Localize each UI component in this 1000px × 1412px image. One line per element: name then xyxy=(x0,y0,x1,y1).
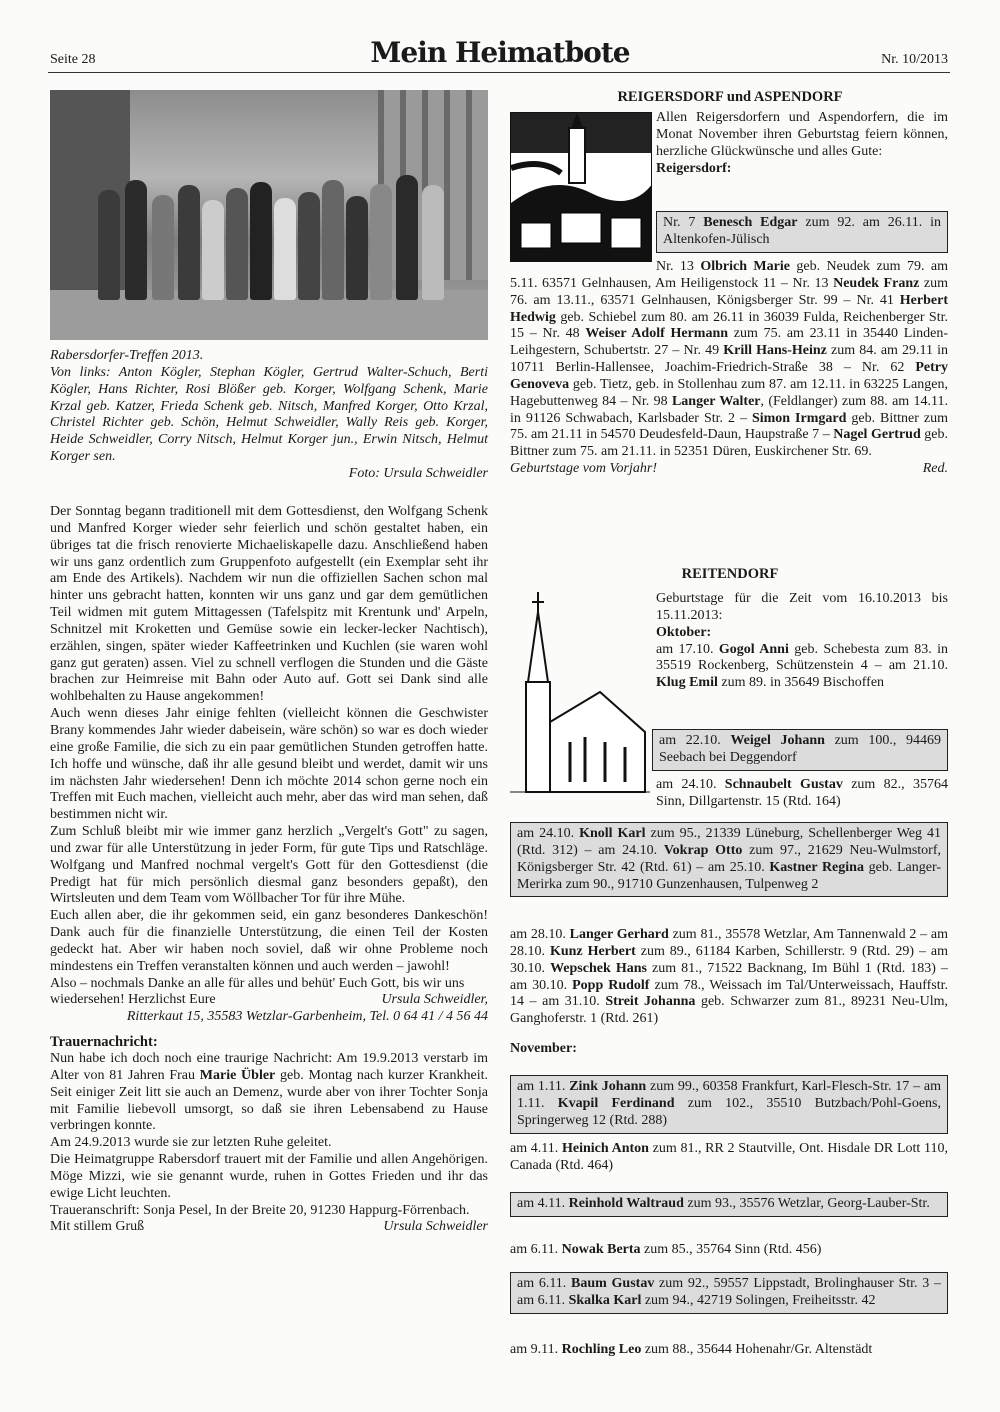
reigersdorf-list xyxy=(510,259,948,478)
person-name: Popp Rudolf xyxy=(572,977,650,993)
article-paragraph: Der Sonntag begann traditionell mit dem Gottesdienst, den Wolfgang Schenk und Manfred Korger wieder sehr feierlich und schön gestaltet haben, ein übriges tat die frisch renovierte Michaeliskapelle dazu. Anschließend haben wir uns ganz ordentlich zum Gruppenfoto aufgestellt (ein Exemplar seht ihr am Ende des Artikels). Nachdem wir nun die offiziellen Sachen schon mal hinter uns gebracht hatten, konnten wir uns ganz und gar dem gemütlichen Teil widmen mit gutem Mittagessen (Tafelspitz mit Krentunk und' Arpeln, Schnitzel mit Kroketten und Gemüse sowie ein lecker-lecker Nachtisch), erzählen, singen, später wieder Kaffeetrinken und Kuchlen (sie waren wohl ganz gut geraten) assen. Viel zu schnell verflogen die Stunden und die Gäste brachen zur Heimreise mit Bahn oder Auto auf. Gott sei Dank sind alle wohlbehalten zu Hause angekommen! xyxy=(50,504,488,705)
entry-text: zum 93., 35576 Wetzlar, Georg-Lauber-Str. xyxy=(683,1196,930,1211)
village-church-drawing xyxy=(510,112,652,262)
article-paragraph: Auch wenn dieses Jahr einige fehlten (vielleicht können die Geschwister Brany kommendes Jahr wieder dabeisein, wäre schön) so war es doch wieder eine große Familie, die sich zu ein paar gemütlichen Stunden getroffen hatte. Ich hoffe und wünsche, daß ihr alle gesund bleibt und werdet, damit wir uns im nächsten Jahr wiedersehen! Denn ich möchte 2014 schon gerne noch ein Treffen mit Euch machen, vielleicht auch mehr, aber das wird man sehen, daß bestimmen nicht wir. xyxy=(50,706,488,823)
person-name: Petry Genoveva xyxy=(510,360,948,392)
photo-caption xyxy=(50,348,488,483)
article-body xyxy=(50,504,488,1236)
obituary-heading: Trauernachricht: xyxy=(50,1034,158,1051)
person-name: Weigel Johann xyxy=(730,733,825,748)
group-photo xyxy=(50,90,488,340)
reitendorf-intro xyxy=(656,591,948,692)
birthday-entry xyxy=(656,777,948,811)
obituary-paragraph: Die Heimatgruppe Rabersdorf trauert mit der Familie und allen Angehörigen. Möge Mizzi, wie sie genannt wurde, ruhen in Gottes Frieden und ihr das ewige Licht leuchten. xyxy=(50,1152,488,1201)
photo-credit: Foto: Ursula Schweidler xyxy=(348,465,488,481)
section-heading-reigersdorf: REIGERSDORF und ASPENDORF xyxy=(617,89,843,105)
person-name: Langer Walter xyxy=(671,393,761,409)
entry-text: Nr. 7 xyxy=(663,215,704,230)
masthead-logo: Mein Heimatbote xyxy=(370,36,630,69)
person-name: Gogol Anni xyxy=(718,641,789,657)
entry-text: zum 92., 59557 Lippstadt, Brolinghauser Str. 3 – am 6.11. xyxy=(517,1276,941,1308)
note: Geburtstage vom Vorjahr! xyxy=(510,461,657,477)
obituary-paragraph: Traueranschrift: Sonja Pesel, In der Breite 20, 91230 Happurg-Förrenbach. xyxy=(50,1202,470,1218)
person-name: Knoll Karl xyxy=(579,826,646,841)
person-name: Zink Johann xyxy=(569,1079,647,1094)
obituary-closing: Mit stillem Gruß xyxy=(50,1219,145,1235)
entry-text: geb. Bittner zum 75. am 21.11 in 54570 Deudesfeld-Daun, Haupstraße 7 – xyxy=(510,410,949,443)
obituary-signature: Ursula Schweidler xyxy=(383,1219,488,1235)
entry-text: geb. Schwarzer zum 81., 89231 Neu-Ulm, Ganghoferstr. 1 (Rtd. 261) xyxy=(510,994,948,1027)
entry-text: zum 89., 61184 Karben, Schillerstr. 9 (Rtd. 29) – am 30.10. xyxy=(510,943,948,976)
entry-text: zum 78., Weissach im Tal/Unterweissach, Hauffstr. 14 – am 31.10. xyxy=(510,977,948,1010)
person-name: Krill Hans-Heinz xyxy=(723,343,827,359)
birthday-entry xyxy=(510,1141,948,1175)
person-name: Heinich Anton xyxy=(562,1141,649,1156)
person-name: Nagel Gertrud xyxy=(833,427,921,443)
entry-text: geb. Langer-Merirka zum 90., 91710 Gunzenhausen, Tulpenweg 2 xyxy=(517,859,941,892)
person-name: Langer Gerhard xyxy=(569,927,669,942)
author-name: Ursula Schweidler, xyxy=(381,992,488,1008)
person-name: Kastner Regina xyxy=(769,859,864,875)
church-drawing xyxy=(510,592,650,797)
highlight-box xyxy=(510,1075,948,1134)
person-name: Neudek Franz xyxy=(833,275,920,291)
entry-text: , (Feldlanger) zum 88. am 14.11. in 91126 Schwabach, Karlsbader Str. 2 – xyxy=(510,393,948,426)
person-name: Reinhold Waltraud xyxy=(568,1196,684,1211)
entry-text: geb. Tietz, geb. in Stollenhau zum 87. am 12.11. in 63225 Langen, Hagebuttenweg 84 – Nr. 98 xyxy=(510,376,948,409)
entry-text: am 24.10. xyxy=(517,826,580,841)
person-name: Marie Übler xyxy=(199,1067,276,1083)
entry-text: zum 95., 21339 Lüneburg, Schellenberger Weg 41 (Rtd. 312) – am 24.10. xyxy=(517,826,941,858)
birthday-entry xyxy=(510,927,948,1028)
caption-title: Rabersdorfer-Treffen 2013. xyxy=(50,348,204,363)
entry-text: am 17.10. xyxy=(656,641,719,657)
entry-text: zum 89. in 35649 Bischoffen xyxy=(717,675,885,691)
person-name: Baum Gustav xyxy=(571,1276,655,1291)
entry-text: zum 81., RR 2 Stautville, Ont. Hisdale DR Lott 110, Canada (Rtd. 464) xyxy=(510,1141,948,1173)
entry-text: am 1.11. xyxy=(517,1079,570,1094)
highlight-box xyxy=(510,1192,948,1217)
entry-text: am 28.10. xyxy=(510,927,570,942)
person-name: Rochling Leo xyxy=(561,1342,642,1357)
birthday-list xyxy=(510,259,948,461)
section-heading-reitendorf: REITENDORF xyxy=(681,566,779,582)
person-name: Kunz Herbert xyxy=(549,943,636,959)
header-rule xyxy=(48,72,950,73)
person-name: Vokrap Otto xyxy=(663,842,743,858)
entry-text: geb. Bittner zum 75. am 21.11. in 52351 Düren, Euskirchener Str. 69. xyxy=(510,427,948,460)
person-name: Skalka Karl xyxy=(568,1292,642,1308)
entry-text: am 22.10. xyxy=(659,733,731,748)
entry-text: zum 99., 60358 Frankfurt, Karl-Flesch-Str. 17 – am 1.11. xyxy=(517,1079,941,1111)
birthday-entry xyxy=(510,1342,948,1359)
highlight-box xyxy=(510,822,948,897)
subheading-oktober: Oktober: xyxy=(656,624,712,640)
person-name: Herbert Hedwig xyxy=(510,292,948,325)
person-name: Weiser Adolf Hermann xyxy=(585,326,729,342)
person-name: Streit Johanna xyxy=(605,994,696,1010)
entry-text: zum 82., 35764 Sinn, Dillgartenstr. 15 (Rtd. 164) xyxy=(656,777,948,809)
entry-text: am 6.11. xyxy=(510,1242,562,1257)
entry-text: zum 85., 35764 Sinn (Rtd. 456) xyxy=(640,1242,822,1257)
obituary-paragraph: Am 24.9.2013 wurde sie zur letzten Ruhe geleitet. xyxy=(50,1135,332,1151)
entry-text: zum 75. am 23.11 in 35440 Linden-Leihgestern, Schubertstr. 27 – Nr. 49 xyxy=(510,326,949,359)
entry-text: am 24.10. xyxy=(656,777,725,792)
entry-text: zum 81., 35578 Wetzlar, Am Tannenwald 2 – am 28.10. xyxy=(510,927,948,959)
caption-names: Von links: Anton Kögler, Stephan Kögler, Gertrud Walter-Schuch, Berti Kögler, Hans Richter, Rosi Blößer geb. Korger, Wolfgang Schenk, Marie Krzal geb. Katzer, Frieda Schenk geb. Nitsch, Manfred Korger, Otto Krzal, Christel Richter geb. Schön, Helmut Schweidler, Wally Reis geb. Korger, Heide Schweidler, Corry Nitsch, Helmut Korger jun., Erwin Nitsch, Helmut Korger sen. xyxy=(50,364,488,465)
entry-text: zum 76. am 13.11., 63571 Gelnhausen, Königsberger Str. 99 – Nr. 41 xyxy=(510,275,948,308)
page-number: Seite 28 xyxy=(50,52,96,67)
entry-text: zum 92. am 26.11. in Altenkofen-Jülisch xyxy=(663,215,942,247)
entry-text: zum 100., 94469 Seebach bei Deggendorf xyxy=(659,733,942,765)
obituary-paragraph xyxy=(50,1051,488,1135)
entry-text: am 4.11. xyxy=(510,1141,562,1156)
entry-text: zum 81., 71522 Backnang, Im Bühl 1 (Rtd. 183) – am 30.10. xyxy=(510,960,949,993)
entry-text: zum 102., 35510 Butzbach/Pohl-Goens, Springerweg 12 (Rtd. 288) xyxy=(517,1095,941,1128)
entry-text: am 4.11. xyxy=(517,1196,569,1211)
closing-text: Also – nochmals Danke an alle für alles und behüt' Euch Gott, bis wir uns wiedersehen! Herzlichst Eure xyxy=(50,975,465,1008)
person-name: Simon Irmgard xyxy=(751,410,847,426)
birthday-entry xyxy=(656,642,948,693)
entry-text: zum 84. am 29.11 in 10711 Berlin-Hallensee, Joachim-Friedrich-Straße 38 – Nr. 62 xyxy=(510,343,949,376)
issue-number: Nr. 10/2013 xyxy=(881,52,948,67)
author-address: Ritterkaut 15, 35583 Wetzlar-Garbenheim, Tel. 0 64 41 / 4 56 44 xyxy=(126,1009,488,1025)
entry-text: zum 94., 42719 Solingen, Freiheitsstr. 42 xyxy=(641,1292,876,1308)
entry-text: geb. Neudek zum 79. am 5.11. 63571 Gelnhausen, Am Heiligenstock 11 – Nr. 13 xyxy=(510,259,949,291)
entry-text: Nun habe ich doch noch eine traurige Nachricht: Am 19.9.2013 verstarb im Alter von 81 Jahren Frau xyxy=(50,1051,488,1083)
person-name: Wepschek Hans xyxy=(550,960,647,976)
entry-text: geb. Schiebel zum 80. am 26.11 in 36039 Fulda, Reichenberger Str. 15 – Nr. 48 xyxy=(510,309,948,342)
entry-text: am 9.11. xyxy=(510,1342,562,1357)
article-paragraph xyxy=(50,976,488,1010)
person-name: Benesch Edgar xyxy=(703,215,798,230)
editor-mark: Red. xyxy=(922,461,948,477)
entry-text: am 6.11. xyxy=(517,1276,572,1291)
birthday-entry xyxy=(510,1242,948,1259)
person-name: Klug Emil xyxy=(656,675,718,691)
subheading-november: November: xyxy=(510,1041,577,1056)
entry-text: Nr. 13 xyxy=(656,259,701,274)
intro-text: Geburtstage für die Zeit vom 16.10.2013 bis 15.11.2013: xyxy=(656,591,948,623)
entry-text: geb. Schebesta zum 83. in 35519 Rockenberg, Schützenstein 4 – am 21.10. xyxy=(656,641,948,674)
person-name: Schnaubelt Gustav xyxy=(724,777,843,792)
entry-text: zum 97., 21629 Neu-Wulmstorf, Königsberger Str. 42 (Rtd. 61) – am 25.10. xyxy=(517,842,942,875)
person-name: Kvapil Ferdinand xyxy=(557,1095,675,1111)
subheading-reigersdorf: Reigersdorf: xyxy=(656,160,732,176)
person-name: Nowak Berta xyxy=(561,1242,641,1257)
article-paragraph: Zum Schluß bleibt mir wie immer ganz herzlich „Vergelt's Gott" zu sagen, und zwar für alle Unterstützung in jeder Form, für gute Tips und Ratschläge. Wolfgang und Manfred nochmal vergelt's Gott für den Gottesdienst (die Predigt hat für mich persönlich diesmal ganz besonders gepaßt), den Wirtsleuten und dem Team vom Wöllbacher Tor für ihre Mühe. xyxy=(50,824,488,907)
highlight-box xyxy=(656,211,948,253)
entry-text: zum 88., 35644 Hohenahr/Gr. Altenstädt xyxy=(641,1342,873,1357)
highlight-box xyxy=(652,729,948,771)
reigersdorf-intro xyxy=(656,110,948,177)
highlight-box xyxy=(510,1272,948,1314)
person-name: Olbrich Marie xyxy=(700,259,790,274)
entry-text: geb. Montag nach kurzer Krankheit. Seit einiger Zeit litt sie auch an Demenz, wurde aber von ihrer Tochter Sonja mit Familie liebevoll umsorgt, so daß sie ihren Lebensabend zu Hause verbringen konnte. xyxy=(50,1067,488,1134)
intro-text: Allen Reigersdorfern und Aspendorfern, die im Monat November ihren Geburtstag feiern können, herzliche Glückwünsche und alles Gute: xyxy=(656,110,948,159)
article-paragraph: Euch allen aber, die ihr gekommen seid, ein ganz besonderes Dankeschön! Dank auch für die finanzielle Unterstützung, die einen Teil der Kosten gedeckt hat. Aber wir haben noch soviel, daß wir ohne Probleme noch mindestens ein Treffen veranstalten können und auch werden – jawohl! xyxy=(50,908,488,974)
